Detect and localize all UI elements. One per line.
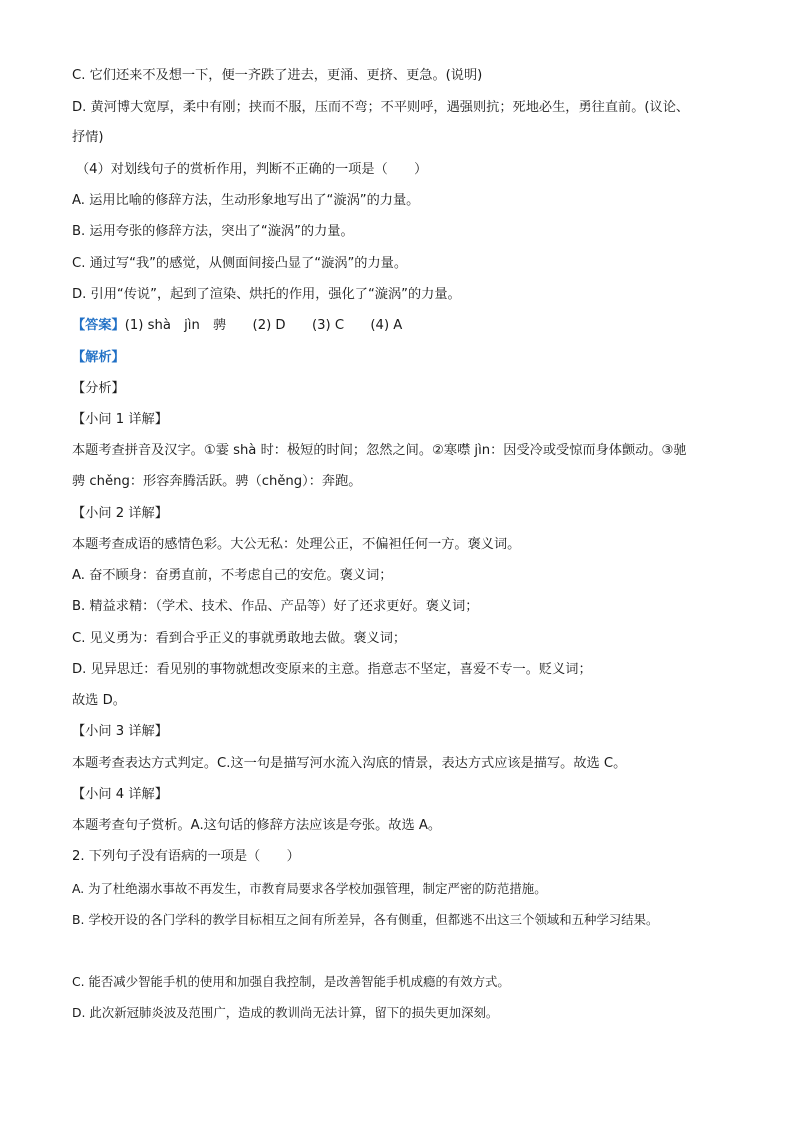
- q2b-option-a: A. 为了杜绝溺水事故不再发生，市教育局要求各学校加强管理，制定严密的防范措施。: [72, 881, 547, 896]
- q2-text-line: 故选 D。: [72, 693, 126, 708]
- q2-text-line: C. 见义勇为：看到合乎正义的事就勇敢地去做。褒义词；: [72, 631, 407, 646]
- option-d-prev: D. 黄河博大宽厚，柔中有刚；挟而不服，压而不弯；不平则呼，遇强则抗；死地必生，勇往直前。(议论、: [72, 100, 690, 115]
- fenxi-tag: 【分析】: [72, 381, 125, 396]
- q3-text-line: 本题考查表达方式判定。C.这一句是描写河水流入沟底的情景，表达方式应该是描写。故选 C。: [72, 756, 627, 771]
- q2b-option-d: D. 此次新冠肺炎波及范围广，造成的教训尚无法计算，留下的损失更加深刻。: [72, 1005, 499, 1020]
- q2-text-line: B. 精益求精：（学术、技术、作品、产品等）好了还求更好。褒义词；: [72, 599, 479, 614]
- q2b-option-c: C. 能否减少智能手机的使用和加强自我控制，是改善智能手机成瘾的有效方式。: [72, 974, 510, 989]
- q2-heading: 【小问 2 详解】: [72, 506, 168, 521]
- q1-text-line1: 本题考查拼音及汉字。①霎 shà 时：极短的时间；忽然之间。②寒噤 jìn：因受冷或受惊而身体颤动。③驰: [72, 443, 687, 458]
- q4-text-line: 本题考查句子赏析。A.这句话的修辞方法应该是夸张。故选 A。: [72, 818, 442, 833]
- analysis-heading: [72, 348, 732, 368]
- q2-text-line: 本题考查成语的感情色彩。大公无私：处理公正，不偏袒任何一方。褒义词。: [72, 537, 521, 552]
- option-d-prev-cont: 抒情): [72, 130, 104, 145]
- q4-heading: 【小问 4 详解】: [72, 787, 168, 802]
- q4-option-a: A. 运用比喻的修辞方法，生动形象地写出了“漩涡”的力量。: [72, 193, 420, 208]
- q1-text-line2: 骋 chěng：形容奔腾活跃。骋（chěng）：奔跑。: [72, 474, 362, 489]
- answer-tag: 【答案】: [72, 318, 125, 333]
- question-4-stem: （4）对划线句子的赏析作用，判断不正确的一项是（ ）: [76, 162, 428, 177]
- q4-option-c: C. 通过写“我”的感觉，从侧面间接凸显了“漩涡”的力量。: [72, 256, 408, 271]
- q3-heading: 【小问 3 详解】: [72, 724, 168, 739]
- question-2-stem: 2. 下列句子没有语病的一项是（ ）: [72, 849, 300, 864]
- q4-option-d: D. 引用“传说”，起到了渲染、烘托的作用，强化了“漩涡”的力量。: [72, 287, 461, 302]
- fenxi-heading: [72, 379, 732, 399]
- analysis-tag: 【解析】: [72, 350, 125, 365]
- q2-text-line: A. 奋不顾身：奋勇直前，不考虑自己的安危。褒义词；: [72, 568, 393, 583]
- option-c-prev: C. 它们还来不及想一下，便一齐跌了进去，更涌、更挤、更急。(说明): [72, 68, 483, 83]
- q2b-option-b: B. 学校开设的各门学科的教学目标相互之间有所差异，各有侧重，但都逃不出这三个领域和五种学习结果。: [72, 912, 659, 927]
- q2-text-line: D. 见异思迁：看见别的事物就想改变原来的主意。指意志不坚定，喜爱不专一。贬义词；: [72, 662, 592, 677]
- q4-option-b: B. 运用夸张的修辞方法，突出了“漩涡”的力量。: [72, 224, 354, 239]
- answer-line: [72, 316, 732, 336]
- answer-text: (1) shà jìn 骋 (2) D (3) C (4) A: [124, 318, 403, 333]
- q1-heading: 【小问 1 详解】: [72, 412, 168, 427]
